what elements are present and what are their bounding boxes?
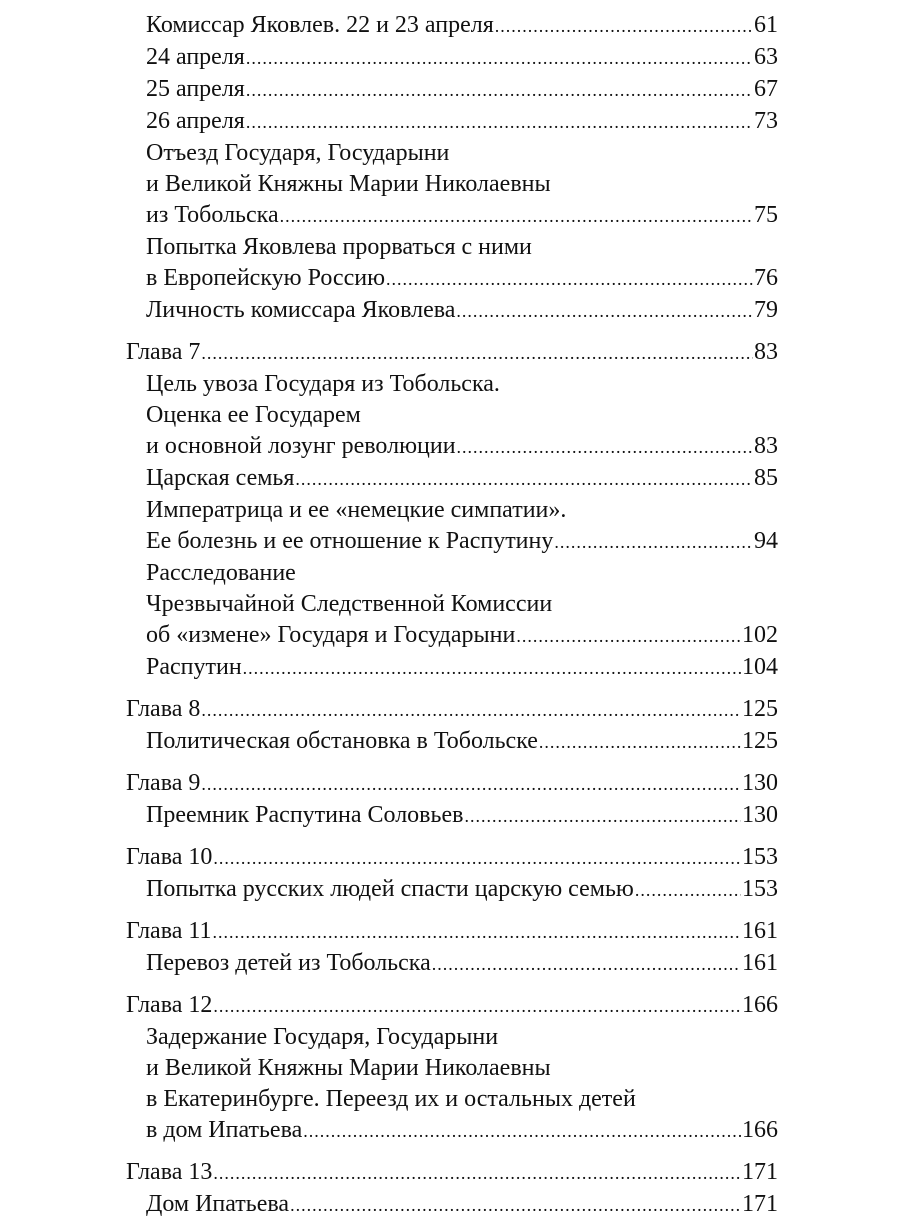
toc-section [126, 337, 778, 684]
toc-entry-title-line: из Тобольска [146, 202, 279, 228]
dot-leader [201, 769, 741, 800]
toc-entry-leader-row [146, 74, 778, 106]
toc-entry-title-line: и Великой Княжны Марии Николаевны [146, 1055, 551, 1081]
toc-entry-title-line: и основной лозунг революции [146, 433, 456, 459]
dot-leader [554, 527, 753, 558]
dot-leader [303, 1116, 741, 1147]
toc-chapter-entry [126, 694, 778, 726]
toc-subsection-entry [126, 948, 778, 980]
toc-entry-title-line: Личность комиссара Яковлева [146, 297, 456, 323]
toc-entry-leader-row [126, 916, 778, 948]
toc-section [126, 10, 778, 327]
toc-entry-leader-row [146, 263, 778, 295]
toc-entry-leader-row [126, 768, 778, 800]
toc-subsection-entry [126, 232, 778, 295]
toc-entry-title-line: Глава 10 [126, 844, 213, 870]
toc-entry-title-line: 24 апреля [146, 44, 245, 70]
dot-leader [246, 75, 753, 106]
toc-entry-leader-row [146, 620, 778, 652]
toc-entry-title-line: Глава 13 [126, 1159, 213, 1185]
toc-page-number: 94 [754, 528, 778, 554]
toc-section [126, 1157, 778, 1221]
dot-leader [516, 621, 741, 652]
dot-leader [280, 201, 753, 232]
toc-page-number: 61 [754, 12, 778, 38]
toc-entry-title-line: Оценка ее Государем [146, 402, 361, 428]
dot-leader [213, 843, 741, 874]
toc-entry-leader-row [126, 990, 778, 1022]
toc-page-number: 67 [754, 76, 778, 102]
dot-leader [201, 695, 741, 726]
toc-entry-title-line: 25 апреля [146, 76, 245, 102]
toc-page-number: 83 [754, 339, 778, 365]
toc-page-number: 153 [742, 844, 778, 870]
toc-page-number: 125 [742, 728, 778, 754]
toc-entry-title-line: Комиссар Яковлев. 22 и 23 апреля [146, 12, 494, 38]
toc-subsection-entry [126, 10, 778, 42]
toc-entry-title-line: Преемник Распутина Соловьев [146, 802, 464, 828]
toc-entry-title-line: Дом Ипатьева [146, 1191, 290, 1217]
toc-section [126, 916, 778, 980]
toc-page-number: 73 [754, 108, 778, 134]
dot-leader [201, 338, 753, 369]
dot-leader [635, 875, 741, 906]
toc-entry-leader-row [146, 652, 778, 684]
toc-section [126, 842, 778, 906]
toc-entry-title-line: Глава 11 [126, 918, 212, 944]
toc-page-number: 130 [742, 770, 778, 796]
dot-leader [386, 264, 753, 295]
toc-entry-title-line: в Екатеринбурге. Переезд их и остальных детей [146, 1086, 636, 1112]
toc-entry-leader-row [126, 337, 778, 369]
dot-leader [212, 917, 741, 948]
toc-chapter-entry [126, 337, 778, 369]
toc-entry-title-line: Цель увоза Государя из Тобольска. [146, 371, 500, 397]
toc-entry-title-line: Попытка русских людей спасти царскую семью [146, 876, 634, 902]
toc-entry-title-line: Глава 9 [126, 770, 201, 796]
toc-section [126, 990, 778, 1147]
toc-subsection-entry [126, 138, 778, 232]
toc-page-number: 104 [742, 654, 778, 680]
toc-entry-title-line: Царская семья [146, 465, 295, 491]
toc-entry-title-line: Распутин [146, 654, 242, 680]
toc-entry-leader-row [146, 800, 778, 832]
toc-entry-leader-row [146, 948, 778, 980]
toc-entry-title-line: Перевоз детей из Тобольска [146, 950, 431, 976]
dot-leader [457, 432, 753, 463]
dot-leader [213, 1158, 741, 1189]
toc-entry-title-line: 26 апреля [146, 108, 245, 134]
toc-entry-leader-row [146, 1189, 778, 1221]
toc-subsection-entry [126, 42, 778, 74]
toc-page-number: 125 [742, 696, 778, 722]
toc-subsection-entry [126, 74, 778, 106]
toc-page-number: 85 [754, 465, 778, 491]
toc-entry-title-line: Задержание Государя, Государыни [146, 1024, 499, 1050]
toc-subsection-entry [126, 1022, 778, 1147]
table-of-contents [126, 10, 778, 1221]
toc-entry-title-line: Расследование [146, 560, 296, 586]
toc-entry-leader-row [146, 726, 778, 758]
toc-entry-leader-row [146, 106, 778, 138]
toc-entry-title-line: в Европейскую Россию [146, 265, 385, 291]
toc-subsection-entry [126, 726, 778, 758]
dot-leader [456, 296, 753, 327]
toc-entry-leader-row [146, 42, 778, 74]
toc-subsection-entry [126, 558, 778, 652]
toc-entry-leader-row [146, 1115, 778, 1147]
toc-entry-leader-row [146, 200, 778, 232]
toc-page-number: 83 [754, 433, 778, 459]
toc-entry-title-line: Попытка Яковлева прорваться с ними [146, 234, 532, 260]
toc-page-number: 63 [754, 44, 778, 70]
toc-entry-title-line: об «измене» Государя и Государыни [146, 622, 516, 648]
toc-subsection-entry [126, 1189, 778, 1221]
toc-entry-title-line: Глава 7 [126, 339, 201, 365]
dot-leader [464, 801, 741, 832]
toc-chapter-entry [126, 916, 778, 948]
toc-entry-leader-row [146, 526, 778, 558]
toc-page-number: 161 [742, 918, 778, 944]
toc-section [126, 768, 778, 832]
dot-leader [295, 464, 753, 495]
toc-entry-title-line: Ее болезнь и ее отношение к Распутину [146, 528, 554, 554]
dot-leader [213, 991, 741, 1022]
toc-subsection-entry [126, 495, 778, 558]
toc-entry-leader-row [146, 874, 778, 906]
toc-page-number: 76 [754, 265, 778, 291]
toc-page-number: 166 [742, 992, 778, 1018]
dot-leader [290, 1190, 741, 1221]
toc-subsection-entry [126, 369, 778, 463]
toc-page-number: 79 [754, 297, 778, 323]
toc-subsection-entry [126, 874, 778, 906]
toc-chapter-entry [126, 768, 778, 800]
toc-page-number: 166 [742, 1117, 778, 1143]
toc-subsection-entry [126, 800, 778, 832]
toc-entry-leader-row [126, 1157, 778, 1189]
toc-subsection-entry [126, 463, 778, 495]
toc-page-number: 102 [742, 622, 778, 648]
toc-page-number: 130 [742, 802, 778, 828]
toc-chapter-entry [126, 842, 778, 874]
toc-entry-title-line: Политическая обстановка в Тобольске [146, 728, 538, 754]
toc-page-number: 161 [742, 950, 778, 976]
dot-leader [243, 653, 741, 684]
toc-subsection-entry [126, 652, 778, 684]
toc-entry-title-line: Глава 12 [126, 992, 213, 1018]
toc-chapter-entry [126, 990, 778, 1022]
toc-entry-leader-row [126, 694, 778, 726]
dot-leader [495, 11, 753, 42]
toc-entry-title-line: Чрезвычайной Следственной Комиссии [146, 591, 553, 617]
toc-entry-leader-row [126, 842, 778, 874]
toc-page-number: 153 [742, 876, 778, 902]
toc-section [126, 694, 778, 758]
toc-subsection-entry [126, 106, 778, 138]
dot-leader [432, 949, 741, 980]
toc-page-number: 171 [742, 1191, 778, 1217]
toc-entry-leader-row [146, 463, 778, 495]
toc-subsection-entry [126, 295, 778, 327]
toc-entry-title-line: Глава 8 [126, 696, 201, 722]
dot-leader [246, 43, 753, 74]
dot-leader [246, 107, 753, 138]
toc-entry-leader-row [146, 431, 778, 463]
toc-entry-title-line: и Великой Княжны Марии Николаевны [146, 171, 551, 197]
toc-entry-leader-row [146, 10, 778, 42]
toc-entry-title-line: Отъезд Государя, Государыни [146, 140, 450, 166]
dot-leader [539, 727, 741, 758]
toc-entry-title-line: Императрица и ее «немецкие симпатии». [146, 497, 567, 523]
toc-page-number: 75 [754, 202, 778, 228]
toc-entry-leader-row [146, 295, 778, 327]
toc-page-number: 171 [742, 1159, 778, 1185]
toc-entry-title-line: в дом Ипатьева [146, 1117, 303, 1143]
toc-chapter-entry [126, 1157, 778, 1189]
